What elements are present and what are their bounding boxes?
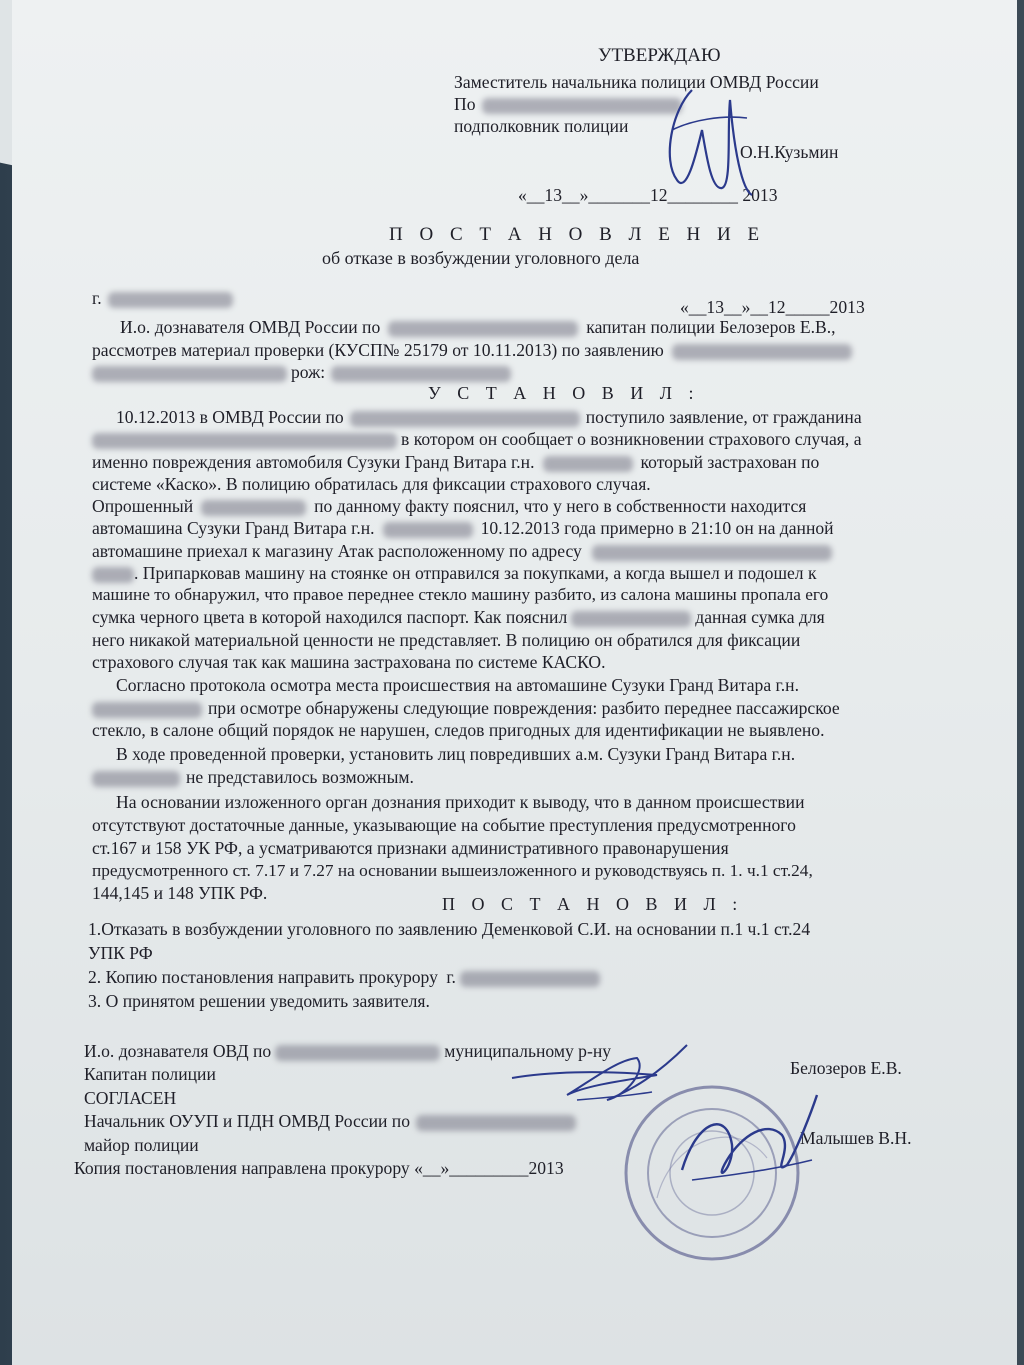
intro-line-3: рож: [92,361,511,383]
established-p4-l1: В ходе проведенной проверки, установить лиц повредивших а.м. Сузуки Гранд Витара г.н. [116,744,796,764]
established-heading: У С Т А Н О В И Л : [428,383,700,403]
established-p5-l1: На основании изложенного орган дознания приходит к выводу, что в данном происшествии [116,792,805,812]
established-p5-l2: отсутствуют достаточные данные, указывающие на событие преступления предусмотренного [92,815,796,835]
redacted-text [92,433,397,449]
decided-item-2: 2. Копию постановления направить прокурору г. [88,966,600,988]
redacted-text [383,522,473,538]
established-p2-l3: автомашине приехал к магазину Атак расположенному по адресу [92,540,832,562]
redacted-text [92,771,180,787]
decided-item-1-l1: 1.Отказать в возбуждении уголовного по заявлению Деменковой С.И. на основании п.1 ч.1 ст.24 [88,919,811,939]
redacted-text [592,545,832,561]
established-p1-l4: системе «Каско». В полицию обратилась для фиксации страхового случая. [92,474,651,494]
established-p3-l2: при осмотре обнаружены следующие повреждения: разбито переднее пассажирское [92,697,840,719]
redacted-text [543,456,633,472]
decided-item-3: 3. О принятом решении уведомить заявителя. [88,991,430,1011]
established-p2-l6: сумка черного цвета в которой находился паспорт. Как пояснил данная сумка для [92,607,825,627]
established-p5-l4: предусмотренного ст. 7.17 и 7.27 на основании вышеизложенного и руководствуясь п. 1. ч.1 ст.24, [92,861,813,880]
redacted-text [275,1045,440,1061]
footer-line-5: майор полиции [84,1135,199,1155]
redacted-text [672,344,852,360]
footer-line-4: Начальник ОУУП и ПДН ОМВД России по [84,1110,576,1132]
approval-signer: О.Н.Кузьмин [740,142,839,162]
established-p5-l3: ст.167 и 158 УК РФ, а усматриваются признаки административного правонарушения [92,838,729,858]
footer-name-2: Малышев В.Н. [800,1128,912,1148]
established-p1-l2: в котором он сообщает о возникновении страхового случая, а [92,428,862,450]
established-p2-l7: него никакой материальной ценности не представляет. В полицию он обратился для фиксации [92,630,801,650]
supervisor-signature [672,1090,822,1200]
document-date: «__13__»__12_____2013 [680,297,865,317]
footer-name-1: Белозеров Е.В. [790,1058,902,1078]
footer-line-3: СОГЛАСЕН [84,1088,177,1108]
approval-title: УТВЕРЖДАЮ [598,45,721,66]
established-p1-l1: 10.12.2013 в ОМВД России по поступило заявление, от гражданина [116,407,862,427]
intro-line-1: И.о. дознавателя ОМВД России по капитан полиции Белозеров Е.В., [120,317,836,337]
redacted-text [108,292,233,308]
redacted-text [350,411,580,427]
footer-line-1: И.о. дознавателя ОВД по муниципальному р-ну [84,1041,612,1061]
established-p2-l2: автомашина Сузуки Гранд Витара г.н. 10.12.2013 года примерно в 21:10 он на данной [92,518,834,538]
approval-signature [652,70,762,210]
intro-line-2: рассмотрев материал проверки (КУСП№ 25179 от 10.11.2013) по заявлению [92,339,852,361]
established-p4-l2: не представилось возможным. [92,766,414,788]
redacted-text [92,702,202,718]
redacted-text [92,567,134,583]
established-p3-l3: стекло, в салоне общий порядок не нарушен, следов пригодных для идентификации не выявлено. [92,720,825,740]
redacted-text [416,1115,576,1131]
redacted-text [460,971,600,987]
established-p2-l5: машине то обнаружил, что правое переднее стекло машину разбито, из салона машины пропала его [92,585,829,604]
established-p2-l8: страхового случая так как машина застрахована по системе КАСКО. [92,652,606,672]
redacted-text [201,500,306,516]
established-p5-l5: 144,145 и 148 УПК РФ. [92,883,268,903]
decided-heading: П О С Т А Н О В И Л : [442,894,744,914]
established-p1-l3: именно повреждения автомобиля Сузуки Гранд Витара г.н. который застрахован по [92,452,820,472]
document-subtitle: об отказе в возбуждении уголовного дела [322,248,640,268]
redacted-text [571,611,691,627]
redacted-text [331,366,511,382]
footer-line-2: Капитан полиции [84,1064,216,1084]
established-p2-l4: . Припарковав машину на стоянке он отправился за покупками, а когда вышел и подошел к [92,562,817,584]
approval-position: Заместитель начальника полиции ОМВД России [454,72,819,92]
redacted-text [388,321,578,337]
redacted-text [92,366,287,382]
approval-date: «__13__»_______12________ 2013 [518,185,778,205]
footer-line-6: Копия постановления направлена прокурору «__»_________2013 [74,1158,564,1178]
document-sheet [12,0,1017,1365]
city-line: г. [92,287,233,309]
document-title: П О С Т А Н О В Л Е Н И Е [389,224,766,245]
decided-item-1-l2: УПК РФ [88,943,153,963]
approval-rank: подполковник полиции [454,116,629,136]
approval-department: По [454,93,682,115]
established-p3-l1: Согласно протокола осмотра места происшествия на автомашине Сузуки Гранд Витара г.н. [116,675,799,695]
established-p2-l1: Опрошенный по данному факту пояснил, что у него в собственности находится [92,496,807,516]
